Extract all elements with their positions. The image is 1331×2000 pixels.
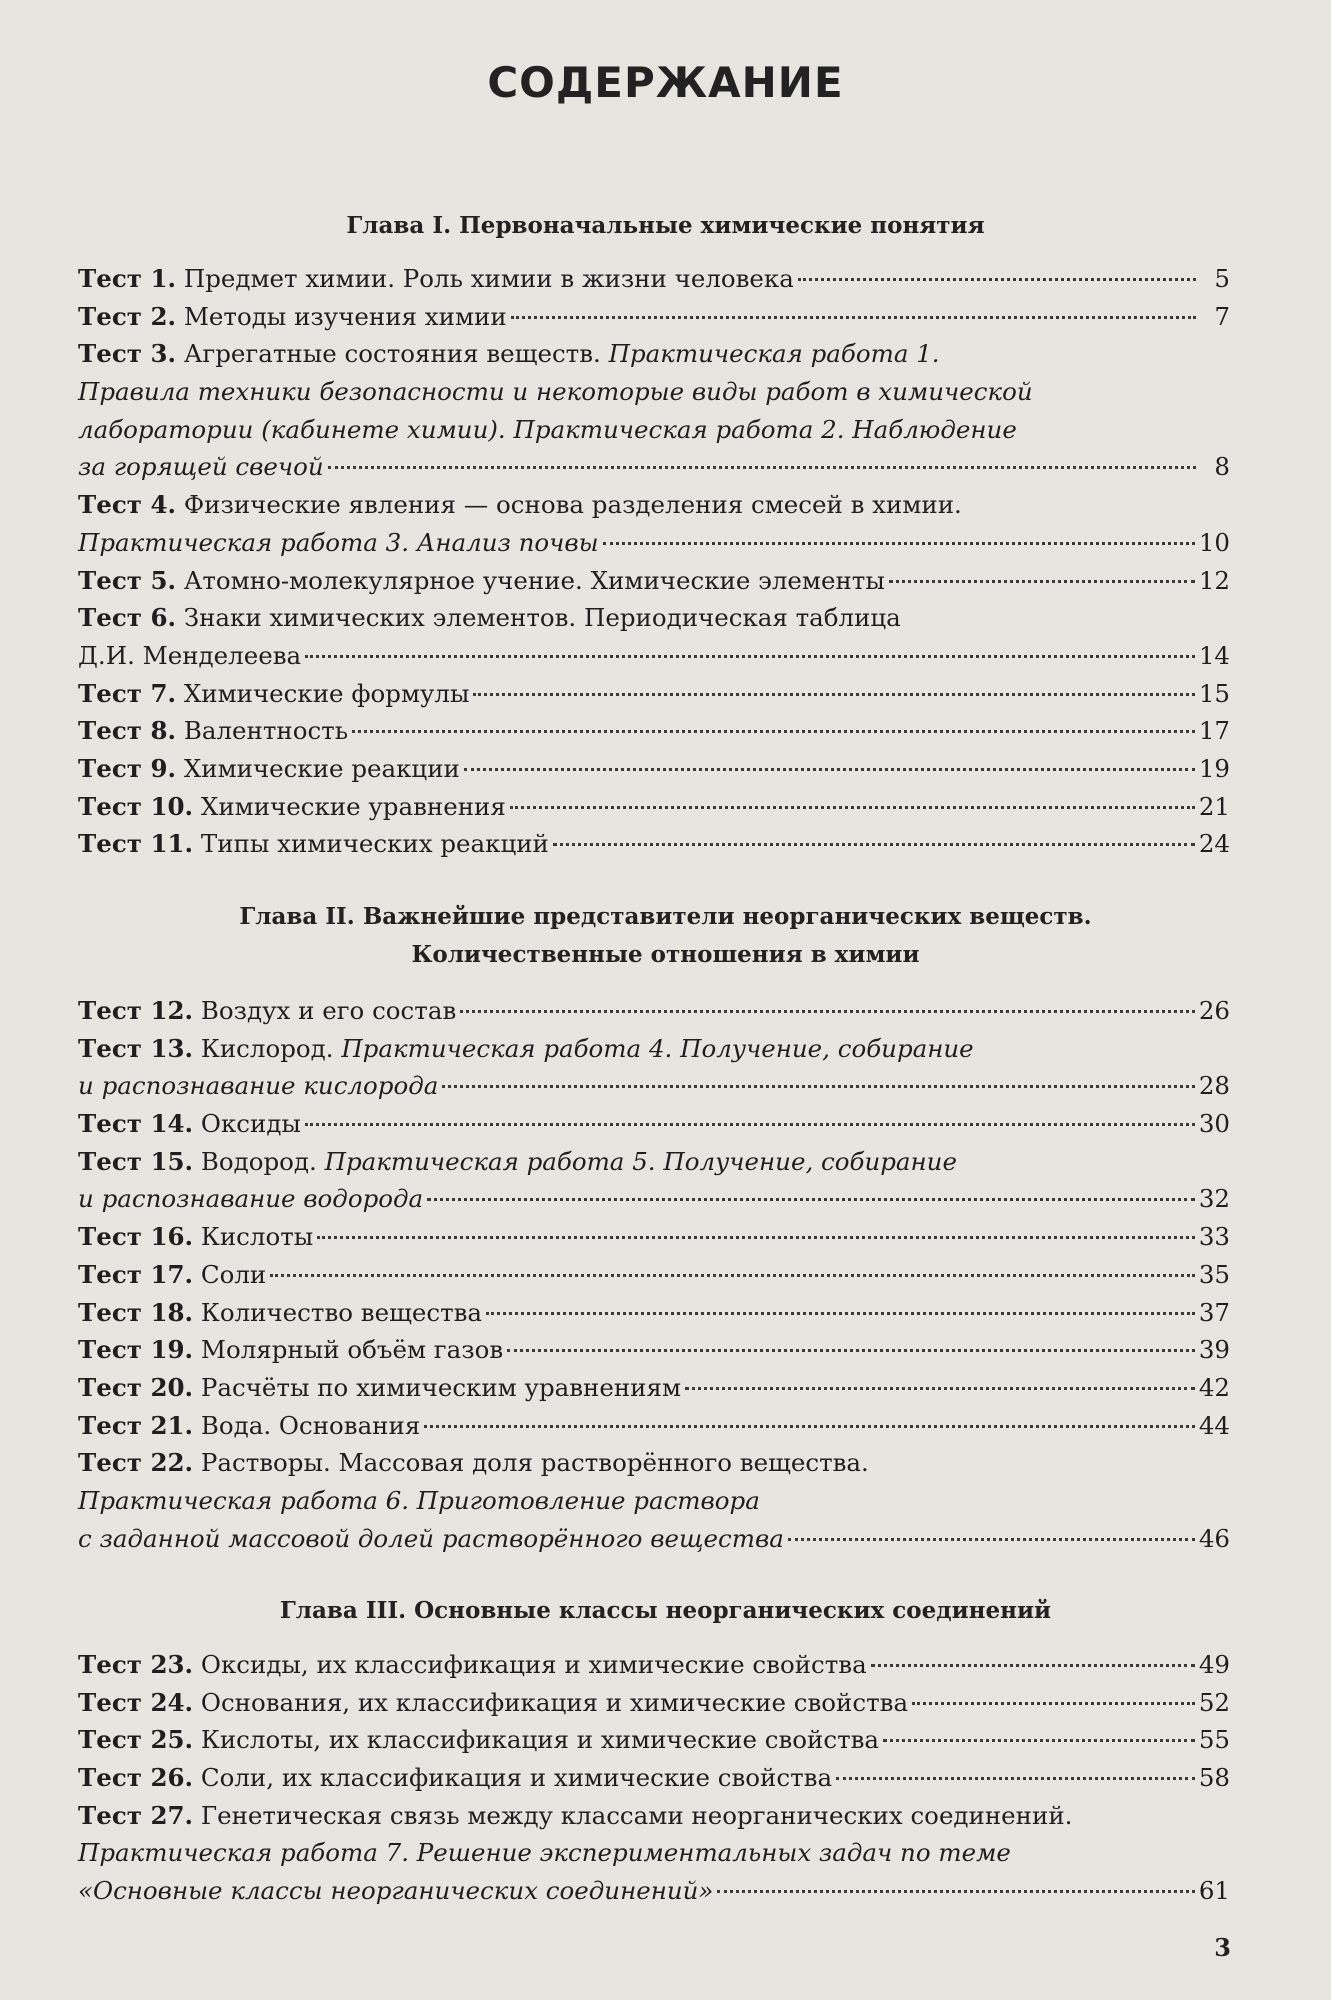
- entry-label: Тест 21.: [78, 1410, 194, 1440]
- entry-page-number: 58: [1198, 1763, 1230, 1793]
- entry-page-number: 55: [1198, 1725, 1230, 1755]
- entry-label: Тест 25.: [78, 1725, 194, 1755]
- dot-leader: [473, 693, 1194, 696]
- entry-page-number: 37: [1198, 1297, 1230, 1327]
- page-title: СОДЕРЖАНИЕ: [487, 58, 844, 107]
- chapter-heading-line: Глава II. Важнейшие представители неорганических веществ.: [239, 903, 1092, 930]
- dot-leader: [507, 1349, 1195, 1352]
- dot-leader: [317, 1236, 1195, 1239]
- entry-page-number: 30: [1198, 1109, 1230, 1139]
- toc-entry[interactable]: [78, 260, 1230, 298]
- toc-entry[interactable]: [78, 1294, 1230, 1332]
- entry-label: Тест 12.: [78, 996, 194, 1025]
- entry-title: Методы изучения химии: [183, 301, 507, 331]
- entry-label: Тест 13.: [78, 1033, 194, 1063]
- entry-page-number: 46: [1198, 1523, 1230, 1553]
- entry-title: Водород.: [200, 1146, 317, 1176]
- dot-leader: [603, 542, 1195, 545]
- toc-entry[interactable]: [78, 712, 1230, 750]
- entry-page-number: 26: [1198, 996, 1230, 1025]
- toc-entry[interactable]: [78, 298, 1230, 336]
- dot-leader: [889, 580, 1195, 583]
- entry-title: Типы химических реакций: [200, 829, 549, 859]
- toc-entry[interactable]: [78, 486, 1230, 561]
- entry-label: Тест 16.: [78, 1222, 194, 1252]
- dot-leader: [486, 1312, 1195, 1315]
- toc-entry[interactable]: [78, 1369, 1230, 1407]
- entry-title-continuation: и распознавание кислорода: [78, 1071, 439, 1101]
- entry-title: Расчёты по химическим уравнениям: [200, 1372, 682, 1402]
- toc-entry[interactable]: [78, 1030, 1230, 1105]
- entry-title-continuation: Д.И. Менделеева: [78, 640, 302, 670]
- entry-title: Атомно-молекулярное учение. Химические элементы: [183, 565, 885, 595]
- entry-page-number: 32: [1198, 1184, 1230, 1214]
- entry-title: Количество вещества: [200, 1297, 483, 1327]
- entry-title-continuation: Практическая работа 7. Решение экспериментальных задач по теме: [78, 1838, 1011, 1868]
- entry-label: Тест 7.: [78, 678, 177, 708]
- entry-title: Вода. Основания: [200, 1410, 421, 1440]
- entry-page-number: 28: [1198, 1071, 1230, 1101]
- entry-title-italic: Практическая работа 5. Получение, собирание: [324, 1146, 957, 1176]
- entry-title-continuation: Практическая работа 3. Анализ почвы: [78, 527, 599, 557]
- dot-leader: [442, 1085, 1194, 1088]
- entry-title: Химические уравнения: [200, 791, 506, 821]
- entry-title-continuation: за горящей свечой: [78, 452, 324, 482]
- dot-leader: [510, 806, 1195, 809]
- dot-leader: [788, 1538, 1195, 1541]
- dot-leader: [424, 1425, 1195, 1428]
- dot-leader: [328, 466, 1196, 469]
- dot-leader: [427, 1198, 1195, 1201]
- entry-title: Генетическая связь между классами неорганических соединений.: [200, 1800, 1073, 1830]
- entry-title: Валентность: [183, 716, 349, 746]
- entry-label: Тест 23.: [78, 1650, 194, 1679]
- entry-title: Физические явления — основа разделения смесей в химии.: [183, 490, 962, 520]
- dot-leader: [305, 1123, 1195, 1126]
- entry-title: Кислоты: [200, 1222, 314, 1252]
- entry-label: Тест 26.: [78, 1763, 194, 1793]
- entry-page-number: 52: [1198, 1687, 1230, 1717]
- entry-page-number: 42: [1198, 1372, 1230, 1402]
- toc-section-chapter-2: [78, 992, 1230, 1557]
- toc-entry[interactable]: [78, 825, 1230, 863]
- entry-page-number: 49: [1198, 1650, 1230, 1679]
- toc-entry[interactable]: [78, 562, 1230, 600]
- entry-title: Химические реакции: [183, 753, 460, 783]
- toc-entry[interactable]: [78, 1646, 1230, 1684]
- entry-label: Тест 17.: [78, 1259, 194, 1289]
- entry-title: Соли, их классификация и химические свойства: [200, 1763, 833, 1793]
- entry-page-number: 10: [1198, 527, 1230, 557]
- chapter-heading: Глава III. Основные классы неорганических соединений: [279, 1597, 1052, 1624]
- entry-label: Тест 24.: [78, 1687, 194, 1717]
- entry-page-number: 61: [1198, 1876, 1230, 1906]
- entry-page-number: 15: [1198, 678, 1230, 708]
- entry-page-number: 44: [1198, 1410, 1230, 1440]
- dot-leader: [553, 843, 1195, 846]
- entry-label: Тест 14.: [78, 1109, 194, 1139]
- entry-page-number: 12: [1198, 565, 1230, 595]
- entry-title: Соли: [200, 1259, 267, 1289]
- entry-label: Тест 1.: [78, 264, 177, 293]
- dot-leader: [836, 1777, 1195, 1780]
- toc-entry[interactable]: [78, 1721, 1230, 1759]
- dot-leader: [460, 1010, 1195, 1013]
- entry-title-italic: Практическая работа 1.: [608, 339, 940, 369]
- entry-page-number: 21: [1198, 791, 1230, 821]
- dot-leader: [352, 730, 1195, 733]
- entry-page-number: 19: [1198, 753, 1230, 783]
- page-number: 3: [1214, 1933, 1231, 1962]
- entry-page-number: 39: [1198, 1335, 1230, 1365]
- entry-page-number: 5: [1214, 264, 1230, 293]
- entry-title-continuation: и распознавание водорода: [78, 1184, 424, 1214]
- entry-page-number: 8: [1214, 452, 1230, 482]
- dot-leader: [717, 1890, 1194, 1893]
- toc-entry[interactable]: [78, 1105, 1230, 1143]
- toc-entry[interactable]: [78, 1759, 1230, 1797]
- entry-label: Тест 18.: [78, 1297, 194, 1327]
- dot-leader: [464, 768, 1195, 771]
- dot-leader: [871, 1664, 1195, 1667]
- toc-entry[interactable]: [78, 1331, 1230, 1369]
- entry-label: Тест 20.: [78, 1372, 194, 1402]
- entry-label: Тест 4.: [78, 490, 177, 520]
- entry-title-continuation: лаборатории (кабинете химии). Практическая работа 2. Наблюдение: [78, 414, 1017, 444]
- entry-page-number: 7: [1214, 301, 1230, 331]
- entry-title-continuation: «Основные классы неорганических соединений»: [78, 1876, 714, 1906]
- toc-entry[interactable]: [78, 675, 1230, 713]
- dot-leader: [511, 316, 1196, 319]
- entry-label: Тест 6.: [78, 603, 177, 633]
- toc-entry[interactable]: [78, 599, 1230, 674]
- toc-entry[interactable]: [78, 750, 1230, 788]
- toc-entry[interactable]: [78, 1444, 1230, 1557]
- entry-label: Тест 11.: [78, 829, 194, 859]
- entry-title: Воздух и его состав: [200, 996, 457, 1025]
- entry-label: Тест 19.: [78, 1335, 194, 1365]
- toc-section-chapter-1: [78, 260, 1230, 863]
- chapter-heading: [60, 898, 1271, 974]
- entry-page-number: 33: [1198, 1222, 1230, 1252]
- entry-title: Химические формулы: [183, 678, 470, 708]
- entry-title: Предмет химии. Роль химии в жизни человека: [183, 264, 794, 293]
- toc-entry[interactable]: [78, 788, 1230, 826]
- chapter-heading: Глава I. Первоначальные химические понятия: [346, 212, 985, 239]
- entry-title: Знаки химических элементов. Периодическая таблица: [183, 603, 901, 633]
- dot-leader: [270, 1274, 1195, 1277]
- entry-title: Кислоты, их классификация и химические свойства: [200, 1725, 880, 1755]
- entry-label: Тест 27.: [78, 1800, 194, 1830]
- toc-entry[interactable]: [78, 1684, 1230, 1722]
- entry-title-continuation: Правила техники безопасности и некоторые виды работ в химической: [78, 377, 1033, 407]
- entry-page-number: 14: [1198, 640, 1230, 670]
- entry-label: Тест 10.: [78, 791, 194, 821]
- toc-entry[interactable]: [78, 1797, 1230, 1910]
- entry-page-number: 24: [1198, 829, 1230, 859]
- entry-page-number: 17: [1198, 716, 1230, 746]
- entry-label: Тест 9.: [78, 753, 177, 783]
- toc-section-chapter-3: [78, 1646, 1230, 1910]
- entry-page-number: 35: [1198, 1259, 1230, 1289]
- entry-title-continuation: Практическая работа 6. Приготовление раствора: [78, 1485, 760, 1515]
- entry-label: Тест 22.: [78, 1448, 194, 1478]
- toc-entry[interactable]: [78, 1407, 1230, 1445]
- entry-label: Тест 8.: [78, 716, 177, 746]
- dot-leader: [685, 1387, 1195, 1390]
- dot-leader: [305, 655, 1195, 658]
- entry-label: Тест 5.: [78, 565, 177, 595]
- entry-title: Кислород.: [200, 1033, 334, 1063]
- entry-title: Основания, их классификация и химические свойства: [200, 1687, 909, 1717]
- entry-title: Оксиды: [200, 1109, 301, 1139]
- entry-title: Агрегатные состояния веществ.: [183, 339, 601, 369]
- dot-leader: [912, 1702, 1195, 1705]
- entry-label: Тест 15.: [78, 1146, 194, 1176]
- toc-entry[interactable]: [78, 1143, 1230, 1218]
- toc-entry[interactable]: [78, 992, 1230, 1030]
- toc-entry[interactable]: [78, 1218, 1230, 1256]
- dot-leader: [883, 1739, 1195, 1742]
- entry-title: Оксиды, их классификация и химические свойства: [200, 1650, 867, 1679]
- entry-title: Растворы. Массовая доля растворённого вещества.: [200, 1448, 869, 1478]
- dot-leader: [798, 278, 1196, 281]
- toc-entry[interactable]: [78, 1256, 1230, 1294]
- chapter-heading-line: Количественные отношения в химии: [411, 941, 920, 968]
- entry-label: Тест 3.: [78, 339, 177, 369]
- toc-entry[interactable]: [78, 335, 1230, 486]
- entry-title: Молярный объём газов: [200, 1335, 504, 1365]
- entry-title-italic: Практическая работа 4. Получение, собирание: [341, 1033, 974, 1063]
- entry-title-continuation: с заданной массовой долей растворённого вещества: [78, 1523, 784, 1553]
- entry-label: Тест 2.: [78, 301, 177, 331]
